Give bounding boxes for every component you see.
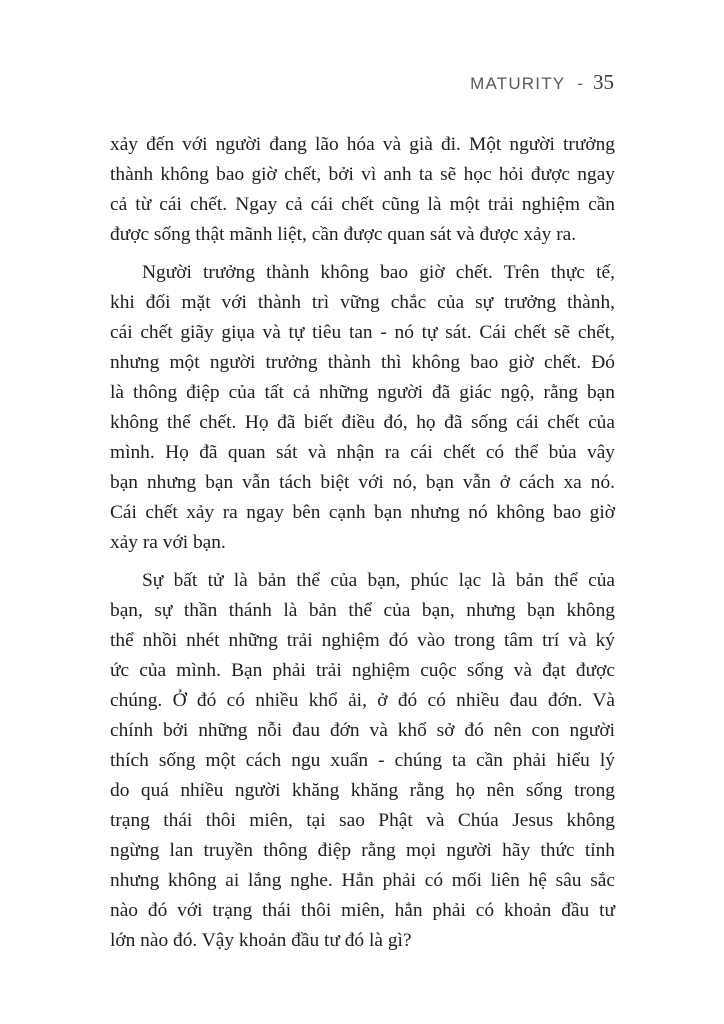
text-line: Người trưởng thành không bao giờ chết. Trên thực tế, (142, 262, 615, 283)
text-line: là thông điệp của tất cả những người đã giác ngộ, rằng bạn (110, 382, 615, 403)
text-line: bạn nhưng bạn vẫn tách biệt với nó, bạn vẫn ở cách xa nó. (110, 472, 615, 493)
text-line: do quá nhiều người khăng khăng rằng họ nên sống trong (110, 780, 615, 801)
text-line: ức của mình. Bạn phải trải nghiệm cuộc sống và đạt được (110, 660, 615, 681)
text-line: chúng. Ở đó có nhiều khổ ải, ở đó có nhiều đau đớn. Và (110, 690, 615, 711)
paragraph-1 (110, 130, 615, 250)
chapter-title: MATURITY (470, 74, 566, 93)
paragraph-3 (110, 566, 615, 956)
text-line: thành không bao giờ chết, bởi vì anh ta sẽ học hỏi được ngay (110, 164, 615, 185)
text-line: trạng thái thôi miên, tại sao Phật và Chúa Jesus không (110, 810, 615, 831)
running-header (470, 70, 614, 95)
text-line: lớn nào đó. Vậy khoản đầu tư đó là gì? (110, 930, 412, 951)
text-line: xảy đến với người đang lão hóa và già đi. Một người trưởng (110, 134, 615, 155)
text-line: khi đối mặt với thành trì vững chắc của sự trưởng thành, (110, 292, 615, 313)
text-line: bạn, sự thần thánh là bản thể của bạn, nhưng bạn không (110, 600, 615, 621)
text-line: nhưng không ai lắng nghe. Hẳn phải có mối liên hệ sâu sắc (110, 870, 615, 891)
text-line: cả từ cái chết. Ngay cả cái chết cũng là một trải nghiệm cần (110, 194, 615, 215)
body-text (110, 130, 615, 964)
text-line: xảy ra với bạn. (110, 532, 226, 553)
text-line: nhưng một người trưởng thành thì không bao giờ chết. Đó (110, 352, 615, 373)
page-number: 35 (593, 70, 614, 94)
text-line: thể nhồi nhét những trải nghiệm đó vào trong tâm trí và ký (110, 630, 615, 651)
text-line: thích sống một cách ngu xuẩn - chúng ta cần phải hiểu lý (110, 750, 615, 771)
text-line: nào đó với trạng thái thôi miên, hẳn phải có khoản đầu tư (110, 900, 615, 921)
text-line: cái chết giãy giụa và tự tiêu tan - nó tự sát. Cái chết sẽ chết, (110, 322, 615, 343)
text-line: được sống thật mãnh liệt, cần được quan sát và được xảy ra. (110, 224, 577, 245)
text-line: ngừng lan truyền thông điệp rằng mọi người hãy thức tỉnh (110, 840, 615, 861)
text-line: không thể chết. Họ đã biết điều đó, họ đã sống cái chết của (110, 412, 615, 433)
text-line: Cái chết xảy ra ngay bên cạnh bạn nhưng nó không bao giờ (110, 502, 615, 523)
text-line: mình. Họ đã quan sát và nhận ra cái chết có thể bủa vây (110, 442, 615, 463)
paragraph-2 (110, 258, 615, 558)
text-line: Sự bất tử là bản thể của bạn, phúc lạc là bản thể của (142, 570, 615, 591)
header-separator: - (577, 74, 583, 93)
text-line: chính bởi những nỗi đau đớn và khổ sở đó nên con người (110, 720, 615, 741)
